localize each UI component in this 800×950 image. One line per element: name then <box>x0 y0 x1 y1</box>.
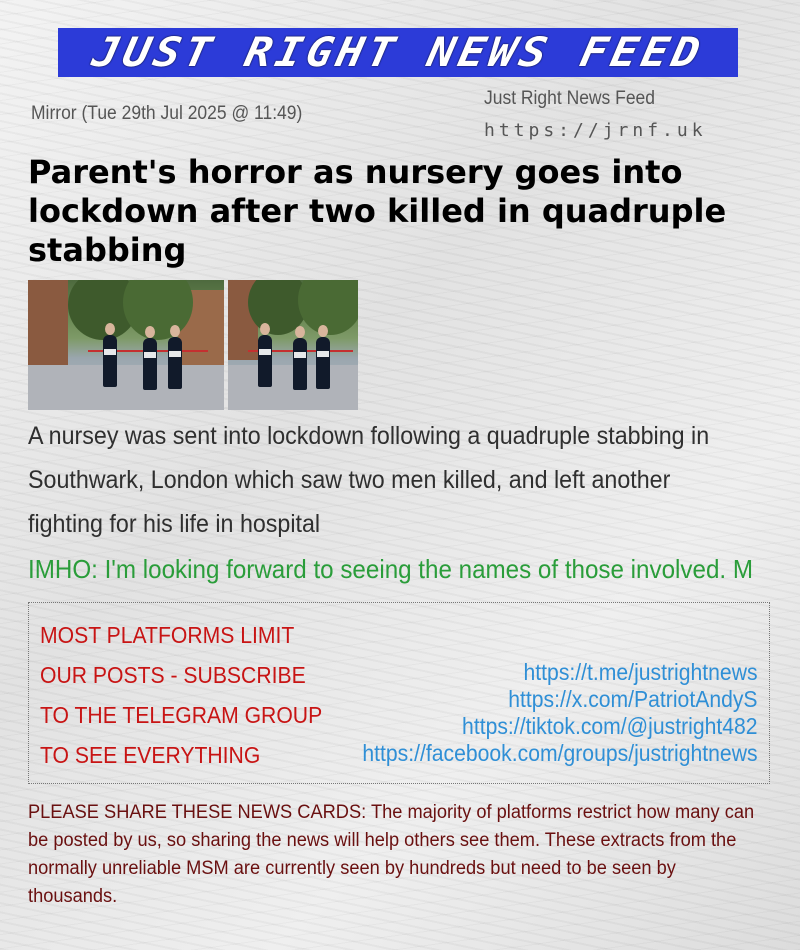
brand-name: Just Right News Feed <box>484 88 655 109</box>
article-source: Mirror (Tue 29th Jul 2025 @ 11:49) <box>31 103 303 124</box>
article-summary: A nursey was sent into lockdown following a quadruple stabbing in Southwark, London which saw two men killed, and left another fighting for his life in hospital <box>28 422 710 538</box>
site-banner <box>58 28 738 77</box>
telegram-link[interactable]: https://t.me/justrightnews <box>523 659 758 685</box>
opinion-note: IMHO: I'm looking forward to seeing the names of those involved. M <box>28 554 753 584</box>
promo-line: TO THE TELEGRAM GROUP <box>40 702 323 728</box>
x-link[interactable]: https://x.com/PatriotAndyS <box>508 686 758 712</box>
promo-line: OUR POSTS - SUBSCRIBE <box>40 662 306 688</box>
article-headline: Parent's horror as nursery goes into lockdown after two killed in quadruple stabbing <box>28 153 727 269</box>
banner-title: JUST RIGHT NEWS FEED <box>88 29 708 76</box>
facebook-link[interactable]: https://facebook.com/groups/justrightnews <box>362 740 758 766</box>
article-photo-crop <box>228 280 358 410</box>
share-notice: PLEASE SHARE THESE NEWS CARDS: The majority of platforms restrict how many can be posted by us, so sharing the news will help others see them. These extracts from the normally unreliable MSM are currently seen by hundreds but need to be seen by thousands. <box>28 802 755 907</box>
promo-line: TO SEE EVERYTHING <box>40 742 261 768</box>
brand-url[interactable]: https://jrnf.uk <box>484 120 707 141</box>
social-links <box>328 659 758 767</box>
tiktok-link[interactable]: https://tiktok.com/@justright482 <box>462 713 758 739</box>
promo-line: MOST PLATFORMS LIMIT <box>40 622 295 648</box>
subscribe-promo <box>28 602 770 784</box>
promo-message <box>40 615 322 775</box>
article-photo-wide <box>28 280 224 410</box>
